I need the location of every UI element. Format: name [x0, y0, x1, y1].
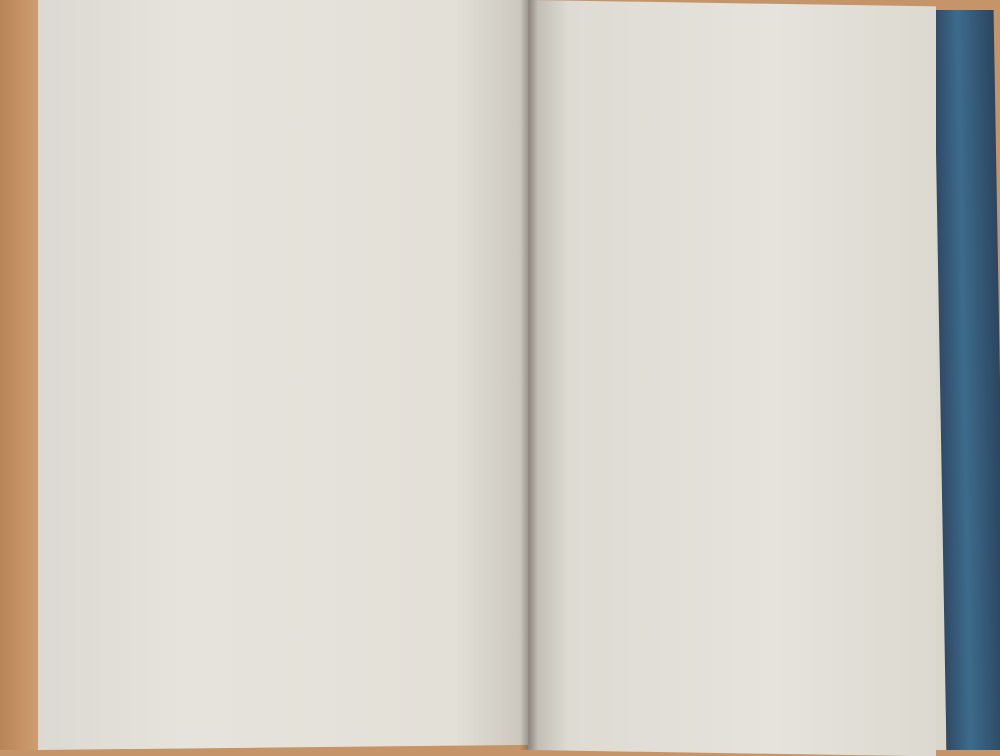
- toc-entry: [38, 57, 508, 62]
- toc-entry: [38, 311, 508, 316]
- toc-entry: [38, 327, 508, 332]
- toc-entry: [38, 45, 508, 50]
- toc-entry: [38, 189, 508, 194]
- toc-entry: [38, 259, 508, 264]
- toc-entry: [38, 147, 508, 152]
- toc-entry: [38, 645, 508, 650]
- toc-entry: [38, 460, 508, 465]
- toc-entry: [38, 531, 508, 536]
- toc-entry: [38, 400, 508, 405]
- toc-entry: [38, 175, 508, 180]
- toc-entry: [38, 373, 508, 378]
- toc-entry: [38, 217, 508, 222]
- toc-entry: [38, 388, 508, 393]
- toc-entry: [38, 475, 508, 480]
- toc-entry: [38, 615, 508, 620]
- toc-entry: [38, 586, 508, 591]
- toc-entry: [38, 245, 508, 250]
- toc-entry: [38, 516, 508, 521]
- table-surface: [0, 0, 40, 750]
- toc-entry: [38, 119, 508, 124]
- toc-entry: [38, 630, 508, 635]
- toc-entry: [38, 357, 508, 362]
- left-page: [38, 0, 528, 750]
- toc-entry: [38, 502, 508, 507]
- toc-entry: [38, 545, 508, 550]
- toc-entry: [38, 291, 508, 296]
- toc-entry: [38, 231, 508, 236]
- right-page: [528, 0, 936, 756]
- toc-entry: [38, 88, 508, 93]
- toc-entry: [38, 416, 508, 421]
- toc-entry: [38, 133, 508, 138]
- toc-entry: [38, 105, 508, 110]
- toc-entry: [38, 487, 508, 492]
- toc-entry: [38, 559, 508, 564]
- toc-entry: [38, 342, 508, 347]
- toc-entry: [38, 430, 508, 435]
- toc-entry: [38, 573, 508, 578]
- toc-entry: [38, 203, 508, 208]
- toc-entry: [38, 445, 508, 450]
- toc-entry: [38, 601, 508, 606]
- toc-entry: [38, 161, 508, 166]
- book-gutter: [520, 0, 538, 750]
